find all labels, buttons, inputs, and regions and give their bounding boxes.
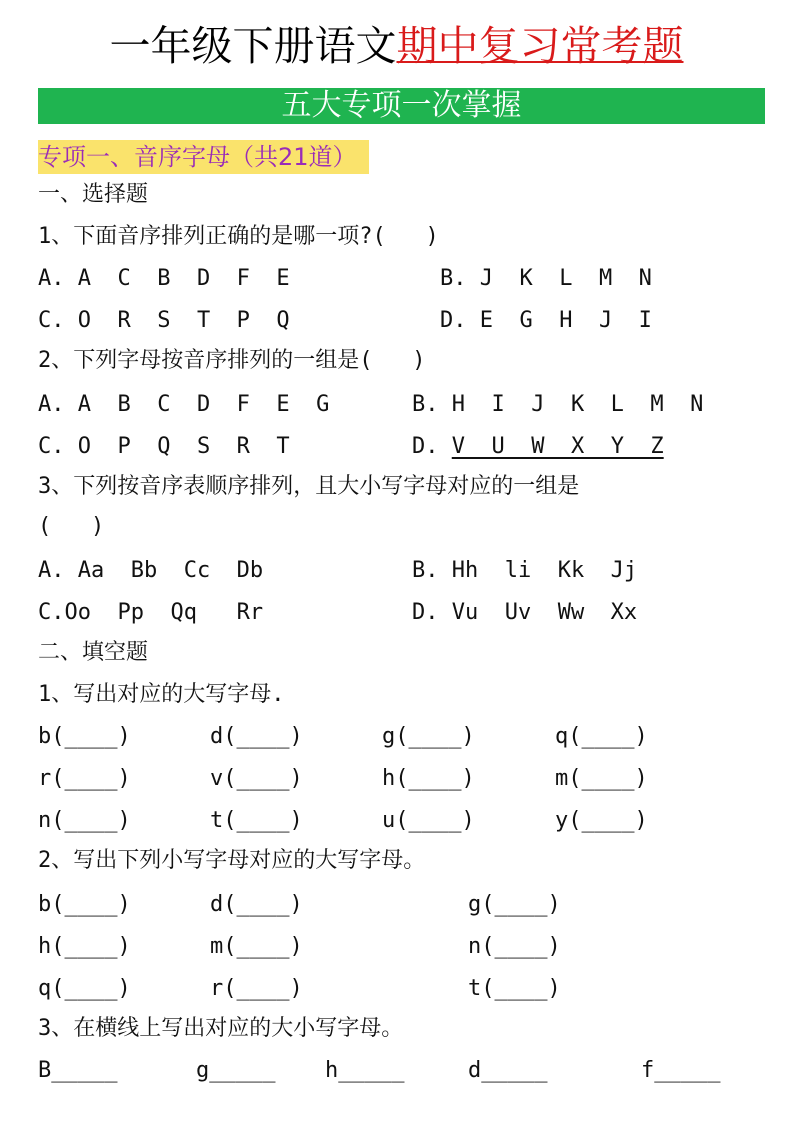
fill-q3-item[interactable]: g_____: [196, 1058, 276, 1083]
fill-q3-stem: 3、在横线上写出对应的大小写字母。: [38, 1016, 404, 1041]
fill-q1-item[interactable]: h(____): [382, 766, 475, 791]
fill-q1-item[interactable]: u(____): [382, 808, 475, 833]
fill-q1-item[interactable]: q(____): [555, 724, 648, 749]
fill-q2-item[interactable]: t(____): [468, 976, 561, 1001]
fill-q1-item[interactable]: m(____): [555, 766, 648, 791]
banner: 五大专项一次掌握: [38, 88, 765, 124]
fill-q2-item[interactable]: h(____): [38, 934, 131, 959]
fill-q1-stem: 1、写出对应的大写字母.: [38, 682, 285, 707]
fill-q2-item[interactable]: r(____): [210, 976, 303, 1001]
q3-option-a: A. Aa Bb Cc Db: [38, 558, 264, 583]
q2-option-c: C. O P Q S R T: [38, 434, 290, 459]
fill-q2-item[interactable]: n(____): [468, 934, 561, 959]
fill-q2-item[interactable]: q(____): [38, 976, 131, 1001]
section-title: 专项一、音序字母（共21道）: [38, 140, 369, 174]
fill-q2-stem: 2、写出下列小写字母对应的大写字母。: [38, 848, 426, 873]
title-highlight: 期中复习常考题: [396, 22, 684, 70]
q3-stem-paren: ( ): [38, 514, 105, 539]
fill-q2-item[interactable]: d(____): [210, 892, 303, 917]
fill-q2-item[interactable]: b(____): [38, 892, 131, 917]
part2-heading: 二、填空题: [38, 640, 149, 665]
page-title: [0, 18, 793, 74]
q1-option-b: B. J K L M N: [440, 266, 652, 291]
fill-q3-item[interactable]: h_____: [325, 1058, 405, 1083]
fill-q1-item[interactable]: g(____): [382, 724, 475, 749]
fill-q1-item[interactable]: y(____): [555, 808, 648, 833]
fill-q1-item[interactable]: r(____): [38, 766, 131, 791]
fill-q2-item[interactable]: m(____): [210, 934, 303, 959]
q2-option-d: [412, 432, 664, 462]
fill-q1-item[interactable]: b(____): [38, 724, 131, 749]
q2-option-b: B. H I J K L M N: [412, 392, 704, 417]
q1-option-c: C. O R S T P Q: [38, 308, 290, 333]
fill-q1-item[interactable]: d(____): [210, 724, 303, 749]
q2-option-d-letters: V U W X Y Z: [451, 434, 664, 459]
q2-option-d-prefix: D.: [412, 434, 452, 459]
q3-option-b: B. Hh li Kk Jj: [412, 558, 638, 583]
q2-stem: 2、下列字母按音序排列的一组是( ): [38, 348, 426, 373]
q3-option-c: C.Oo Pp Qq Rr: [38, 600, 264, 625]
fill-q1-item[interactable]: t(____): [210, 808, 303, 833]
fill-q1-item[interactable]: n(____): [38, 808, 131, 833]
title-main: 一年级下册语文: [109, 22, 397, 70]
q3-stem: 3、下列按音序表顺序排列，且大小写字母对应的一组是: [38, 474, 580, 499]
q3-option-d: D. Vu Uv Ww Xx: [412, 600, 638, 625]
fill-q1-item[interactable]: v(____): [210, 766, 303, 791]
fill-q3-item[interactable]: B_____: [38, 1058, 118, 1083]
q1-option-a: A. A C B D F E: [38, 266, 290, 291]
fill-q3-item[interactable]: f_____: [641, 1058, 721, 1083]
part1-heading: 一、选择题: [38, 182, 149, 207]
q1-stem: 1、下面音序排列正确的是哪一项?( ): [38, 224, 439, 249]
fill-q2-item[interactable]: g(____): [468, 892, 561, 917]
q2-option-a: A. A B C D F E G: [38, 392, 330, 417]
q1-option-d: D. E G H J I: [440, 308, 652, 333]
fill-q3-item[interactable]: d_____: [468, 1058, 548, 1083]
